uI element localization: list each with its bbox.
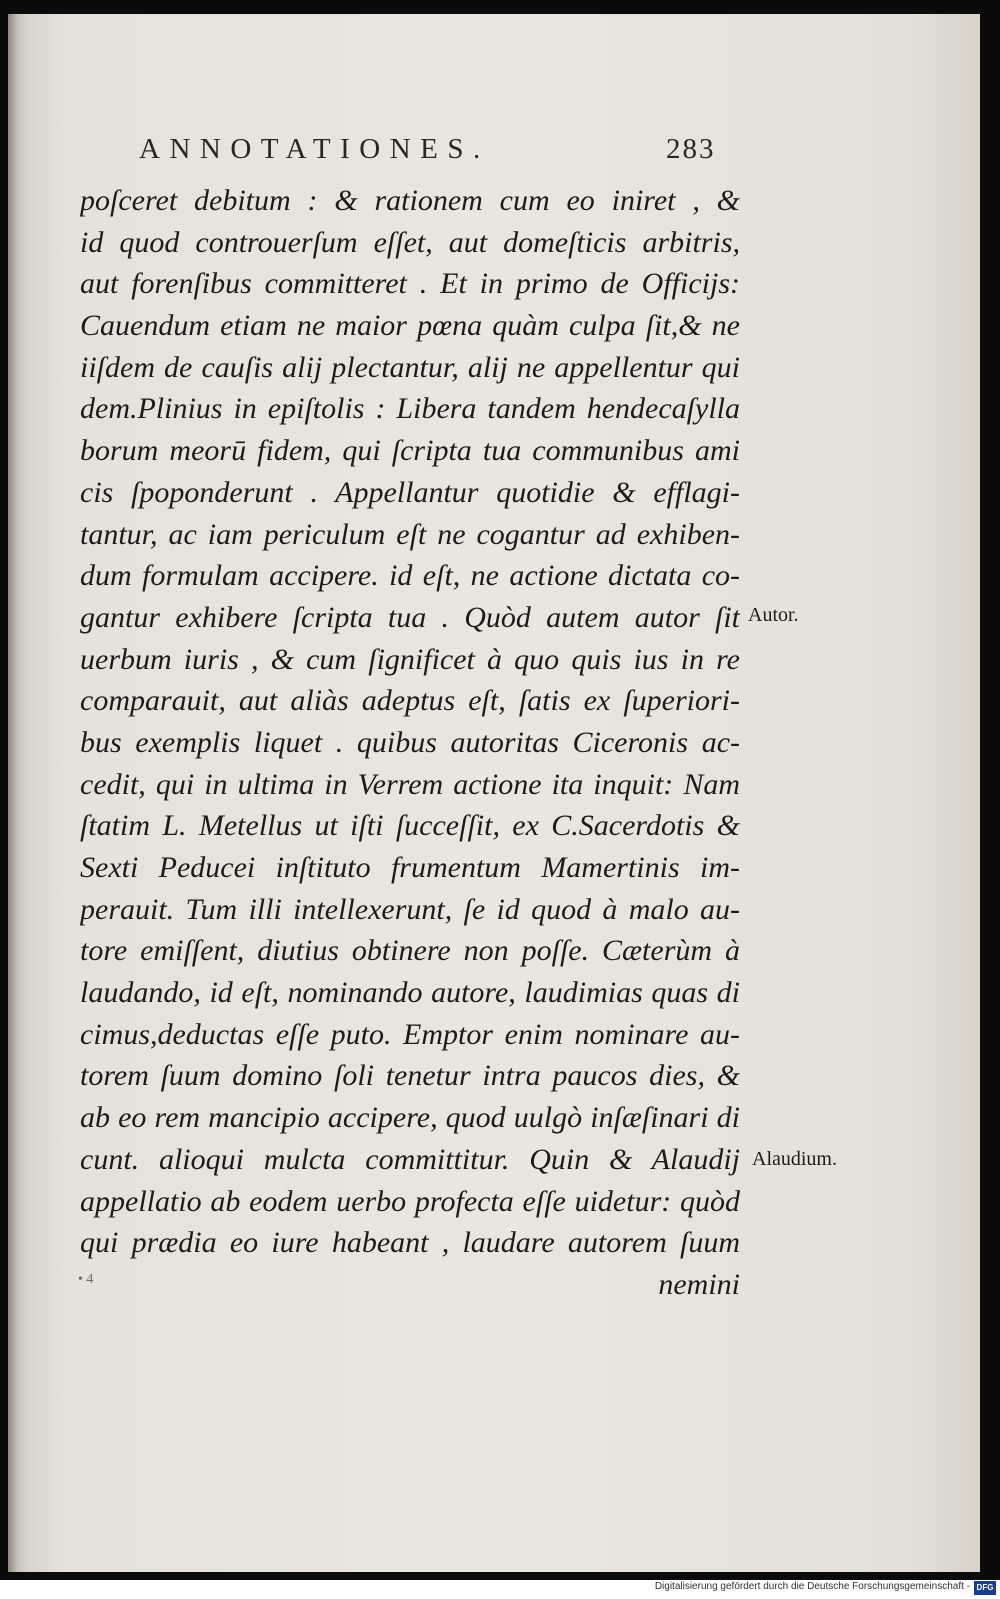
text-line: ab eo rem mancipio accipere, quod uulgò inſæſinari di	[80, 1101, 740, 1135]
catchword: nemini	[658, 1267, 740, 1301]
text-line: iiſdem de cauſis alij plectantur, alij ne appellentur qui	[80, 350, 740, 384]
text-line: uerbum iuris , & cum ſignificet à quo quis ius in re	[80, 642, 740, 676]
text-line: cedit, qui in ultima in Verrem actione ita inquit: Nam	[80, 767, 740, 801]
text-line: tore emiſſent, diutius obtinere non poſſe. Cæterùm à	[80, 934, 740, 968]
text-line: id quod controuerſum eſſet, aut domeſticis arbitris,	[80, 225, 740, 259]
signature-mark: • 4	[78, 1272, 94, 1287]
text-line: qui prædia eo iure habeant , laudare autorem ſuum	[80, 1226, 740, 1260]
text-line: perauit. Tum illi intellexerunt, ſe id quod à malo au-	[80, 892, 740, 926]
text-line: laudando, id eſt, nominando autore, laudimias quas di	[80, 976, 740, 1010]
binding-gutter	[8, 14, 18, 1572]
text-line: dem.Plinius in epiſtolis : Libera tandem hendecaſylla	[80, 392, 740, 426]
text-line: dum formulam accipere. id eſt, ne actione dictata co-	[80, 559, 740, 593]
running-title: ANNOTATIONES.	[139, 133, 490, 165]
text-line: poſceret debitum : & rationem cum eo iniret , &	[80, 184, 740, 217]
text-line: ſtatim L. Metellus ut iſti ſucceſſit, ex C.Sacerdotis &	[80, 809, 740, 843]
text-line: appellatio ab eodem uerbo profecta eſſe uidetur: quòd	[80, 1184, 740, 1218]
text-line: cis ſpoponderunt . Appellantur quotidie & efflagi-	[80, 475, 740, 509]
text-line: cunt. alioqui mulcta committitur. Quin & Alaudij	[80, 1142, 740, 1176]
text-line: torem ſuum domino ſoli tenetur intra paucos dies, &	[80, 1059, 740, 1093]
text-line: Sexti Peducei inſtituto frumentum Mamertinis im-	[80, 851, 740, 884]
text-line: aut forenſibus committeret . Et in primo de Officijs:	[80, 267, 740, 301]
text-line: bus exemplis liquet . quibus autoritas Ciceronis ac-	[80, 725, 740, 759]
text-line: borum meorū fidem, qui ſcripta tua communibus ami	[80, 434, 740, 468]
text-line: gantur exhibere ſcripta tua . Quòd autem autor ſit	[80, 600, 740, 634]
page-number: 283	[666, 133, 716, 165]
running-header	[139, 133, 739, 173]
dfg-logo-icon: DFG	[974, 1581, 996, 1595]
body-text	[80, 180, 740, 1306]
text-line: tantur, ac iam periculum eſt ne cogantur ad exhiben-	[80, 517, 740, 551]
margin-note-autor: Autor.	[748, 604, 799, 626]
text-line: Cauendum etiam ne maior pœna quàm culpa ſit,& ne	[80, 309, 740, 343]
margin-note-alaudium: Alaudium.	[752, 1148, 837, 1170]
footer-credit: Digitalisierung gefördert durch die Deutsche Forschungsgemeinschaft -	[654, 1581, 970, 1592]
text-line: cimus,deductas eſſe puto. Emptor enim nominare au-	[80, 1017, 740, 1051]
text-line: comparauit, aut aliàs adeptus eſt, ſatis ex ſuperiori-	[80, 684, 740, 718]
